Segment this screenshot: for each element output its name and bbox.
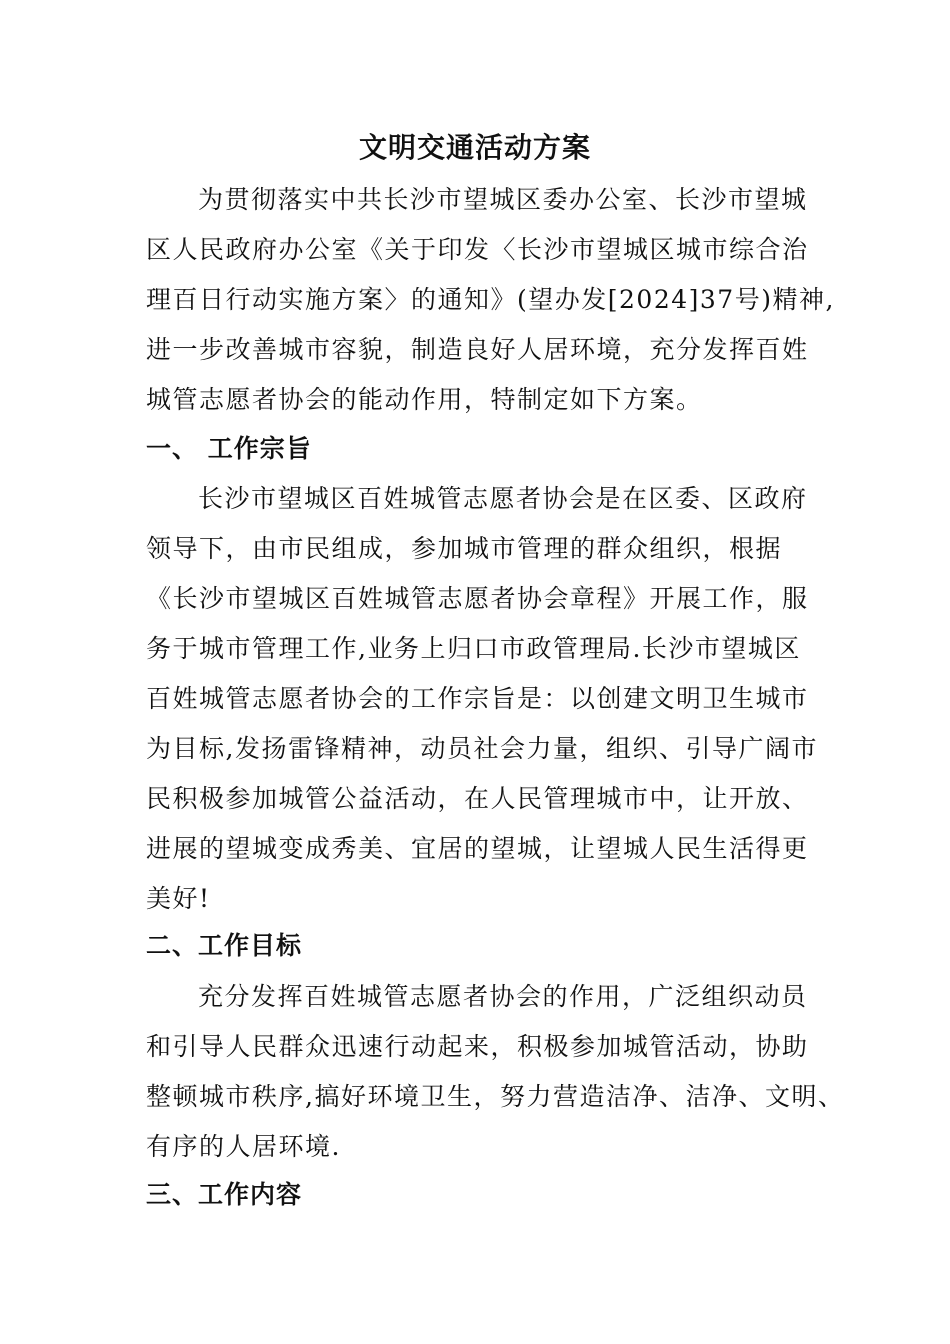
- text-line: 百姓城管志愿者协会的工作宗旨是：以创建文明卫生城市: [146, 684, 809, 713]
- section-heading-purpose: 一、 工作宗旨: [146, 434, 312, 463]
- section-heading-content: 三、工作内容: [146, 1180, 303, 1209]
- purpose-paragraph: [146, 474, 836, 924]
- goals-paragraph: [146, 972, 845, 1172]
- text-line: 为目标,发扬雷锋精神，动员社会力量，组织、引导广阔市: [146, 734, 818, 763]
- section-heading-goals: 二、工作目标: [146, 931, 303, 960]
- text-line: 《长沙市望城区百姓城管志愿者协会章程》开展工作，服: [146, 584, 809, 613]
- text-line: 美好!: [146, 884, 211, 913]
- text-line: 务于城市管理工作,业务上归口市政管理局.长沙市望城区: [146, 634, 801, 663]
- text-line: 和引导人民群众迅速行动起来，积极参加城管活动，协助: [146, 1032, 809, 1061]
- text-line: 充分发挥百姓城管志愿者协会的作用，广泛组织动员: [198, 982, 808, 1011]
- document-title: 文明交通活动方案: [358, 131, 591, 164]
- text-line: 为贯彻落实中共长沙市望城区委办公室、长沙市望城: [198, 185, 808, 214]
- text-line: 领导下，由市民组成，参加城市管理的群众组织，根据: [146, 534, 783, 563]
- text-line: 有序的人居环境.: [146, 1132, 341, 1161]
- text-line: 长沙市望城区百姓城管志愿者协会是在区委、区政府: [198, 484, 808, 513]
- text-line: 民积极参加城管公益活动，在人民管理城市中，让开放、: [146, 784, 809, 813]
- text-line: 进展的望城变成秀美、宜居的望城，让望城人民生活得更: [146, 834, 809, 863]
- text-line: 理百日行动实施方案〉的通知》(望办发[2024]37号)精神,: [146, 285, 835, 314]
- text-line: 整顿城市秩序,搞好环境卫生，努力营造洁净、洁净、文明、: [146, 1082, 845, 1111]
- intro-paragraph: [146, 175, 836, 425]
- text-line: 城管志愿者协会的能动作用，特制定如下方案。: [146, 385, 703, 414]
- text-line: 区人民政府办公室《关于印发〈长沙市望城区城市综合治: [146, 235, 809, 264]
- text-line: 进一步改善城市容貌，制造良好人居环境，充分发挥百姓: [146, 335, 809, 364]
